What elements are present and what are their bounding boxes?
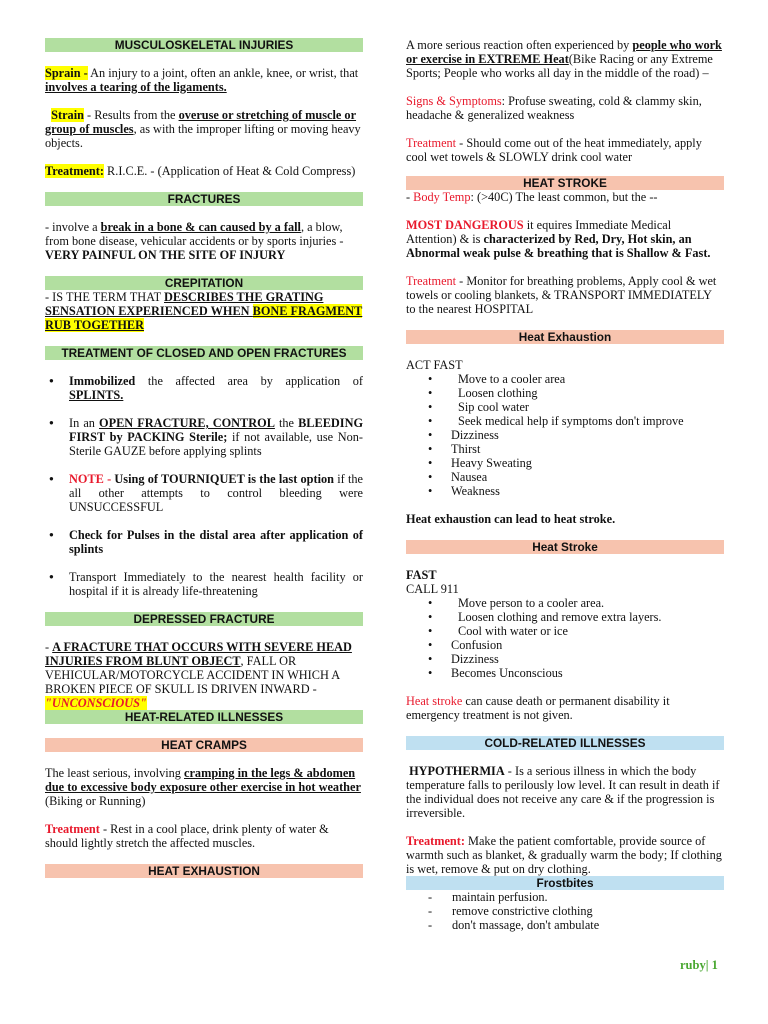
heat-cramps-treatment: Treatment - Rest in a cool place, drink plenty of water & should lightly stretch the affected muscles. <box>45 822 329 850</box>
fractures-paragraph: - involve a break in a bone & can caused by a fall, a blow, from bone disease, vehicular accidents or by sports injuries - VERY PAINFUL ON THE SITE OF INJURY <box>45 220 344 262</box>
treatment-rice-paragraph: Treatment: R.I.C.E. - (Application of Heat & Cold Compress) <box>45 164 356 178</box>
fast-label: FAST <box>406 568 437 582</box>
fracture-treatment-list <box>45 374 363 598</box>
list-item: • Loosen clothing <box>406 386 724 400</box>
list-item: • Loosen clothing and remove extra layers. <box>406 610 724 624</box>
list-item: • Sip cool water <box>406 400 724 414</box>
list-item: - maintain perfusion. <box>406 890 724 904</box>
list-item: • Move to a cooler area <box>406 372 724 386</box>
header-heat-cramps: HEAT CRAMPS <box>45 738 363 752</box>
header-crepitation: CREPITATION <box>45 276 363 290</box>
act-fast-label: ACT FAST <box>406 358 463 372</box>
list-item: • Cool with water or ice <box>406 624 724 638</box>
header-depressed-fracture: DEPRESSED FRACTURE <box>45 612 363 626</box>
list-item: ● Transport Immediately to the nearest health facility or hospital if it is already life-threatening <box>69 570 363 598</box>
frostbite-list <box>406 890 724 932</box>
heat-exhaustion-intro: A more serious reaction often experienced by people who work or exercise in EXTREME Heat(Bike Racing or any Extreme Sports; People who works all day in the middle of the road) – <box>406 38 722 80</box>
list-item: • Dizziness <box>406 428 724 442</box>
list-item: • Nausea <box>406 470 724 484</box>
list-item: • Heavy Sweating <box>406 456 724 470</box>
list-item: • Seek medical help if symptoms don't improve <box>406 414 724 428</box>
body-temp-line: - Body Temp: (>40C) The least common, but the -- <box>406 190 658 204</box>
list-item: ● In an OPEN FRACTURE, CONTROL the BLEEDING FIRST by PACKING Sterile; if not available, use Non-Sterile GAUZE before applying splints <box>69 416 363 458</box>
page-footer: ruby| 1 <box>680 958 718 972</box>
header-heat-stroke: HEAT STROKE <box>406 176 724 190</box>
header-treatment-closed-open-fractures: TREATMENT OF CLOSED AND OPEN FRACTURES <box>45 346 363 360</box>
list-item: • Weakness <box>406 484 724 498</box>
header-musculoskeletal-injuries: MUSCULOSKELETAL INJURIES <box>45 38 363 52</box>
list-item: ● NOTE - Using of TOURNIQUET is the last option if the all other attempts to control bleeding were UNSUCCESSFUL <box>69 472 363 514</box>
list-item: • Becomes Unconscious <box>406 666 724 680</box>
crepitation-paragraph: - IS THE TERM THAT DESCRIBES THE GRATING SENSATION EXPERIENCED WHEN BONE FRAGMENT RUB TOGETHER <box>45 290 363 332</box>
most-dangerous-paragraph: MOST DANGEROUS it equires Immediate Medical Attention) & is characterized by Red, Dry, Hot skin, an Abnormal weak pulse & breathing that is Shallow & Fast. <box>406 218 711 260</box>
heat-stroke-list <box>406 596 724 680</box>
left-column <box>45 38 363 878</box>
depressed-fracture-paragraph: - A FRACTURE THAT OCCURS WITH SEVERE HEAD INJURIES FROM BLUNT OBJECT, FALL OR VEHICULAR/MOTORCYCLE ACCIDENT IN WHICH A BROKEN PIECE OF SKULL IS DRIVEN INWARD - "UNCONSCIOUS" <box>45 640 352 710</box>
header-heat-stroke-2: Heat Stroke <box>406 540 724 554</box>
list-item: • Move person to a cooler area. <box>406 596 724 610</box>
list-item: ● Check for Pulses in the distal area after application of splints <box>69 528 363 556</box>
header-fractures: FRACTURES <box>45 192 363 206</box>
heat-stroke-warning: Heat stroke can cause death or permanent disability it emergency treatment is not given. <box>406 694 670 722</box>
hypothermia-paragraph: HYPOTHERMIA - Is a serious illness in which the body temperature falls to perilously low level. It can result in death if the individual does not receive any care & if the progression is irreversible. <box>406 764 720 820</box>
heat-exhaustion-list <box>406 372 724 498</box>
heat-exhaustion-lead-note: Heat exhaustion can lead to heat stroke. <box>406 512 616 526</box>
list-item: ● Immobilized the affected area by application of SPLINTS. <box>69 374 363 402</box>
list-item: - don't massage, don't ambulate <box>406 918 724 932</box>
call-911-label: CALL 911 <box>406 582 459 596</box>
heat-exhaustion-treatment: Treatment - Should come out of the heat immediately, apply cool wet towels & SLOWLY drink cool water <box>406 136 702 164</box>
header-heat-related-illnesses: HEAT-RELATED ILLNESSES <box>45 710 363 724</box>
strain-paragraph: Strain - Results from the overuse or stretching of muscle or group of muscles, as with the improper lifting or moving heavy objects. <box>45 108 361 150</box>
sprain-paragraph: Sprain - An injury to a joint, often an ankle, knee, or wrist, that involves a tearing of the ligaments. <box>45 66 359 94</box>
header-heat-exhaustion-2: Heat Exhaustion <box>406 330 724 344</box>
list-item: - remove constrictive clothing <box>406 904 724 918</box>
right-column <box>406 38 724 932</box>
list-item: • Thirst <box>406 442 724 456</box>
heat-stroke-treatment: Treatment - Monitor for breathing problems, Apply cool & wet towels or cooling blankets, & TRANSPORT IMMEDIATELY to the nearest HOSPITAL <box>406 274 717 316</box>
header-cold-related-illnesses: COLD-RELATED ILLNESSES <box>406 736 724 750</box>
signs-symptoms-paragraph: Signs & Symptoms: Profuse sweating, cold & clammy skin, headache & generalized weakness <box>406 94 702 122</box>
header-heat-exhaustion: HEAT EXHAUSTION <box>45 864 363 878</box>
list-item: • Confusion <box>406 638 724 652</box>
hypothermia-treatment: Treatment: Make the patient comfortable, provide source of warmth such as blanket, & gradually warm the body; If clothing is wet, remove & put on dry clothing. <box>406 834 722 876</box>
header-frostbites: Frostbites <box>406 876 724 890</box>
list-item: • Dizziness <box>406 652 724 666</box>
heat-cramps-paragraph: The least serious, involving cramping in the legs & abdomen due to excessive body exposure other exercise in hot weather (Biking or Running) <box>45 766 361 808</box>
